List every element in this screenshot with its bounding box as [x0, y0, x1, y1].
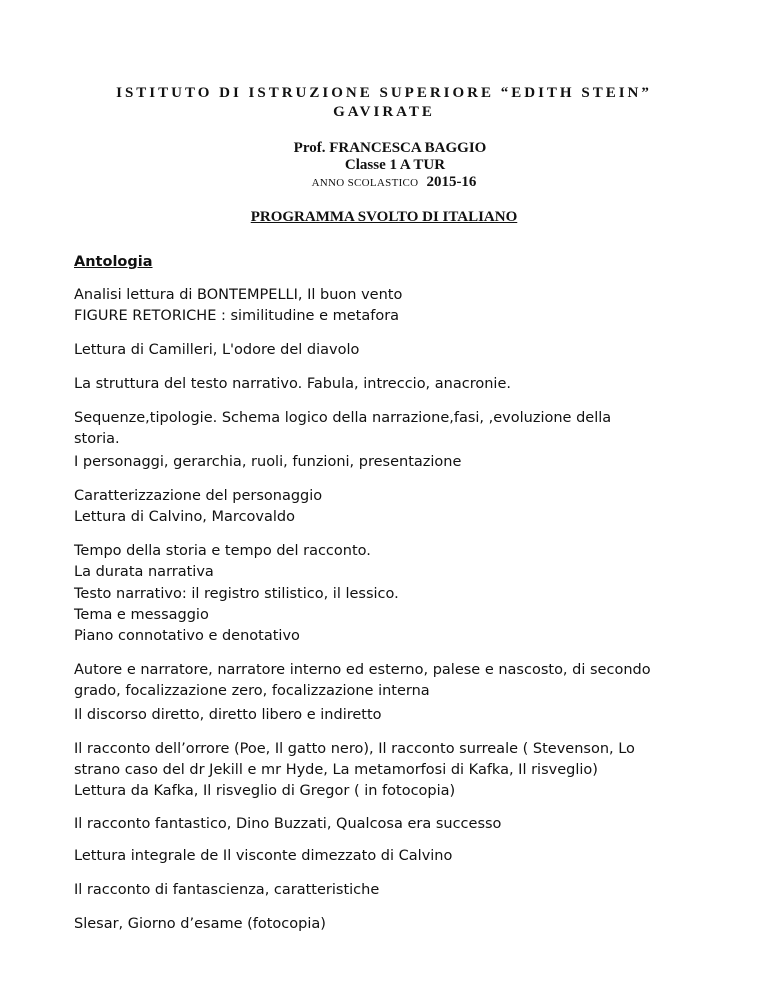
paragraph-line: Il discorso diretto, diretto libero e indiretto: [74, 707, 382, 723]
paragraph: [74, 880, 704, 901]
paragraph-line: Il racconto fantastico, Dino Buzzati, Qualcosa era successo: [74, 816, 502, 832]
paragraph-line: strano caso del dr Jekill e mr Hyde, La metamorfosi di Kafka, Il risveglio): [74, 762, 598, 778]
paragraph-line: storia.: [74, 431, 120, 447]
paragraph: [74, 846, 704, 867]
paragraph-line: Piano connotativo e denotativo: [74, 628, 300, 644]
paragraph: [74, 285, 704, 327]
paragraph-line: I personaggi, gerarchia, ruoli, funzioni, presentazione: [74, 454, 462, 470]
paragraph: [74, 541, 704, 583]
paragraph-line: Lettura da Kafka, Il risveglio di Gregor ( in fotocopia): [74, 783, 456, 799]
paragraph-line: Lettura di Camilleri, L'odore del diavolo: [74, 342, 360, 358]
school-name-line2: GAVIRATE: [333, 104, 435, 120]
school-year: [0, 174, 768, 192]
paragraph: [74, 814, 704, 835]
paragraph-line: Caratterizzazione del personaggio: [74, 488, 323, 504]
paragraph-line: grado, focalizzazione zero, focalizzazione interna: [74, 683, 430, 699]
paragraph: [74, 660, 704, 702]
class-name: Classe 1 A TUR: [344, 157, 446, 173]
paragraph: [74, 408, 704, 450]
paragraph-line: Slesar, Giorno d’esame (fotocopia): [74, 916, 326, 932]
teacher-name: Prof. FRANCESCA BAGGIO: [293, 140, 487, 156]
paragraph-line: Testo narrativo: il registro stilistico, il lessico.: [74, 586, 399, 602]
paragraph: [74, 914, 704, 935]
paragraph: [74, 374, 704, 395]
paragraph: [74, 739, 704, 802]
paragraph-line: Sequenze,tipologie. Schema logico della narrazione,fasi, ,evoluzione della: [74, 410, 612, 426]
paragraph-line: Autore e narratore, narratore interno ed esterno, palese e nascosto, di secondo: [74, 662, 651, 678]
paragraph: [74, 584, 704, 647]
paragraph-line: Lettura di Calvino, Marcovaldo: [74, 509, 295, 525]
school-year-value: 2015-16: [426, 174, 477, 190]
school-name-line1: ISTITUTO DI ISTRUZIONE SUPERIORE “EDITH STEIN”: [116, 85, 652, 101]
paragraph-line: Analisi lettura di BONTEMPELLI, Il buon vento: [74, 287, 403, 303]
paragraph-line: La struttura del testo narrativo. Fabula, intreccio, anacronie.: [74, 376, 511, 392]
paragraph: [74, 705, 704, 726]
paragraph-line: FIGURE RETORICHE : similitudine e metafora: [74, 308, 400, 324]
paragraph-line: Tempo della storia e tempo del racconto.: [74, 543, 371, 559]
section-title: Antologia: [74, 254, 153, 270]
programma-title: PROGRAMMA SVOLTO DI ITALIANO: [250, 209, 518, 225]
paragraph: [74, 486, 704, 528]
paragraph-line: Il racconto dell’orrore (Poe, Il gatto nero), Il racconto surreale ( Stevenson, Lo: [74, 741, 635, 757]
paragraph-line: Tema e messaggio: [74, 607, 209, 623]
paragraph: [74, 452, 704, 473]
school-year-label: ANNO SCOLASTICO: [311, 177, 419, 189]
paragraph: [74, 340, 704, 361]
paragraph-line: Lettura integrale de Il visconte dimezzato di Calvino: [74, 848, 453, 864]
paragraph-line: La durata narrativa: [74, 564, 214, 580]
paragraph-line: Il racconto di fantascienza, caratteristiche: [74, 882, 380, 898]
